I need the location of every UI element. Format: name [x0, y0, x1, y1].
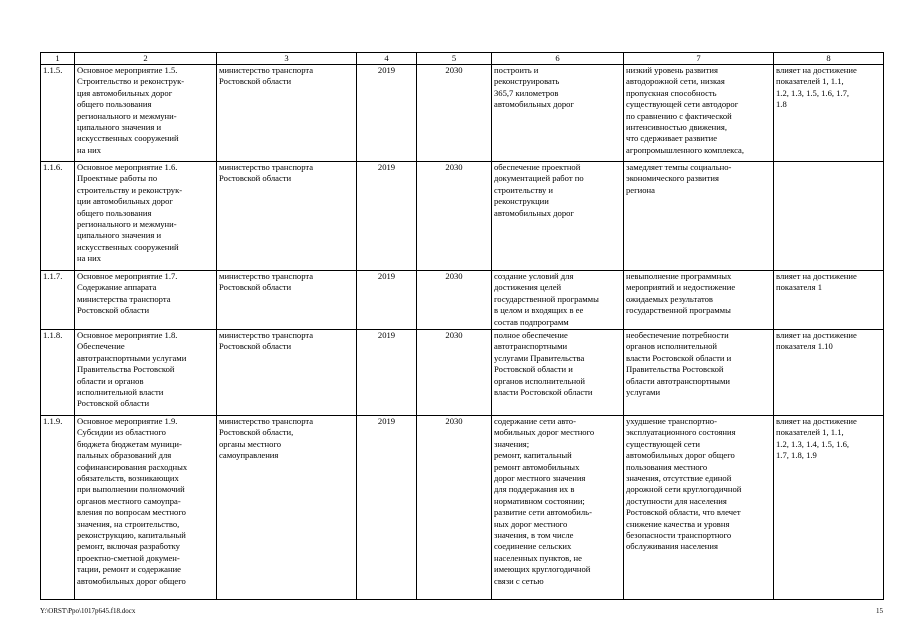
- end-year-cell: 2030: [417, 416, 492, 600]
- column-header: 8: [774, 53, 884, 65]
- column-header: 4: [357, 53, 417, 65]
- result-cell: построить и реконструировать 365,7 километров автомобильных дорог: [492, 65, 624, 162]
- table-row: [41, 65, 884, 162]
- executor-cell: министерство транспорта Ростовской области: [217, 330, 357, 416]
- table-header-row: [41, 53, 884, 65]
- executor-cell: министерство транспорта Ростовской области: [217, 162, 357, 271]
- start-year-cell: 2019: [357, 271, 417, 330]
- column-header: 6: [492, 53, 624, 65]
- page-number: 15: [876, 607, 883, 615]
- table-row: [41, 416, 884, 600]
- indicator-link-cell: влияет на достижение показателя 1.10: [774, 330, 884, 416]
- consequences-cell: замедляет темпы социально- экономического развития региона: [624, 162, 774, 271]
- column-header: 5: [417, 53, 492, 65]
- row-number: 1.1.9.: [41, 416, 75, 600]
- executor-cell: министерство транспорта Ростовской области, органы местного самоуправления: [217, 416, 357, 600]
- measure-cell: Основное мероприятие 1.8. Обеспечение автотранспортными услугами Правительства Ростовской области и органов исполнительной власти Ростовской области: [75, 330, 217, 416]
- column-header: 7: [624, 53, 774, 65]
- measure-cell: Основное мероприятие 1.9. Субсидии из областного бюджета бюджетам муници- пальных образований для софинансирования расходных обязательств, возникающих при выполнении полномочий органов местного самоупра- вления по вопросам местного значения, на строительство, реконструкцию, капитальный ремонт, включая разработку проектно-сметной докумен- тации, ремонт и содержание автомобильных дорог общего: [75, 416, 217, 600]
- file-path-footer: Y:\ORST\Ppo\1017p645.f18.docx: [40, 607, 136, 615]
- start-year-cell: 2019: [357, 416, 417, 600]
- table-row: [41, 271, 884, 330]
- end-year-cell: 2030: [417, 330, 492, 416]
- start-year-cell: 2019: [357, 65, 417, 162]
- end-year-cell: 2030: [417, 271, 492, 330]
- start-year-cell: 2019: [357, 330, 417, 416]
- measure-cell: Основное мероприятие 1.7. Содержание аппарата министерства транспорта Ростовской области: [75, 271, 217, 330]
- executor-cell: министерство транспорта Ростовской области: [217, 65, 357, 162]
- consequences-cell: ухудшение транспортно- эксплуатационного состояния существующей сети автомобильных дорог общего пользования местного значения, отсутствие единой дорожной сети круглогодичной доступности для населения Ростовской области, что влечет снижение качества и уровня безопасности транспортного обслуживания населения: [624, 416, 774, 600]
- measure-cell: Основное мероприятие 1.6. Проектные работы по строительству и реконструк- ции автомобильных дорог общего пользования регионального и межмуни- ципального значения и искусственных сооружений на них: [75, 162, 217, 271]
- column-header: 3: [217, 53, 357, 65]
- row-number: 1.1.7.: [41, 271, 75, 330]
- result-cell: содержание сети авто- мобильных дорог местного значения; ремонт, капитальный ремонт автомобильных дорог местного значения для поддержания их в нормативном состоянии; развитие сети автомобиль- ных дорог местного значения, в том числе соединение сельских населенных пунктов, не имеющих круглогодичной связи с сетью: [492, 416, 624, 600]
- end-year-cell: 2030: [417, 162, 492, 271]
- result-cell: создание условий для достижения целей государственной программы в целом и входящих в ее состав подпрограмм: [492, 271, 624, 330]
- table-row: [41, 330, 884, 416]
- row-number: 1.1.5.: [41, 65, 75, 162]
- indicator-link-cell: влияет на достижение показателей 1, 1.1, 1.2, 1.3, 1.5, 1.6, 1.7, 1.8: [774, 65, 884, 162]
- column-header: 1: [41, 53, 75, 65]
- consequences-cell: низкий уровень развития автодорожной сети, низкая пропускная способность существующей сети автодорог по сравнению с фактической интенсивностью движения, что сдерживает развитие агропромышленного комплекса,: [624, 65, 774, 162]
- column-header: 2: [75, 53, 217, 65]
- indicator-link-cell: влияет на достижение показателей 1, 1.1, 1.2, 1.3, 1.4, 1.5, 1.6, 1.7, 1.8, 1.9: [774, 416, 884, 600]
- measures-table: [40, 52, 884, 600]
- start-year-cell: 2019: [357, 162, 417, 271]
- end-year-cell: 2030: [417, 65, 492, 162]
- indicator-link-cell: [774, 162, 884, 271]
- measure-cell: Основное мероприятие 1.5. Строительство и реконструк- ция автомобильных дорог общего пользования регионального и межмуни- ципального значения и искусственных сооружений на них: [75, 65, 217, 162]
- consequences-cell: необеспечение потребности органов исполнительной власти Ростовской области и Правительства Ростовской области автотранспортными услугами: [624, 330, 774, 416]
- indicator-link-cell: влияет на достижение показателя 1: [774, 271, 884, 330]
- result-cell: полное обеспечение автотранспортными услугами Правительства Ростовской области и органов исполнительной власти Ростовской области: [492, 330, 624, 416]
- row-number: 1.1.6.: [41, 162, 75, 271]
- result-cell: обеспечение проектной документацией работ по строительству и реконструкции автомобильных дорог: [492, 162, 624, 271]
- executor-cell: министерство транспорта Ростовской области: [217, 271, 357, 330]
- table-row: [41, 162, 884, 271]
- consequences-cell: невыполнение программных мероприятий и недостижение ожидаемых результатов государственной программы: [624, 271, 774, 330]
- row-number: 1.1.8.: [41, 330, 75, 416]
